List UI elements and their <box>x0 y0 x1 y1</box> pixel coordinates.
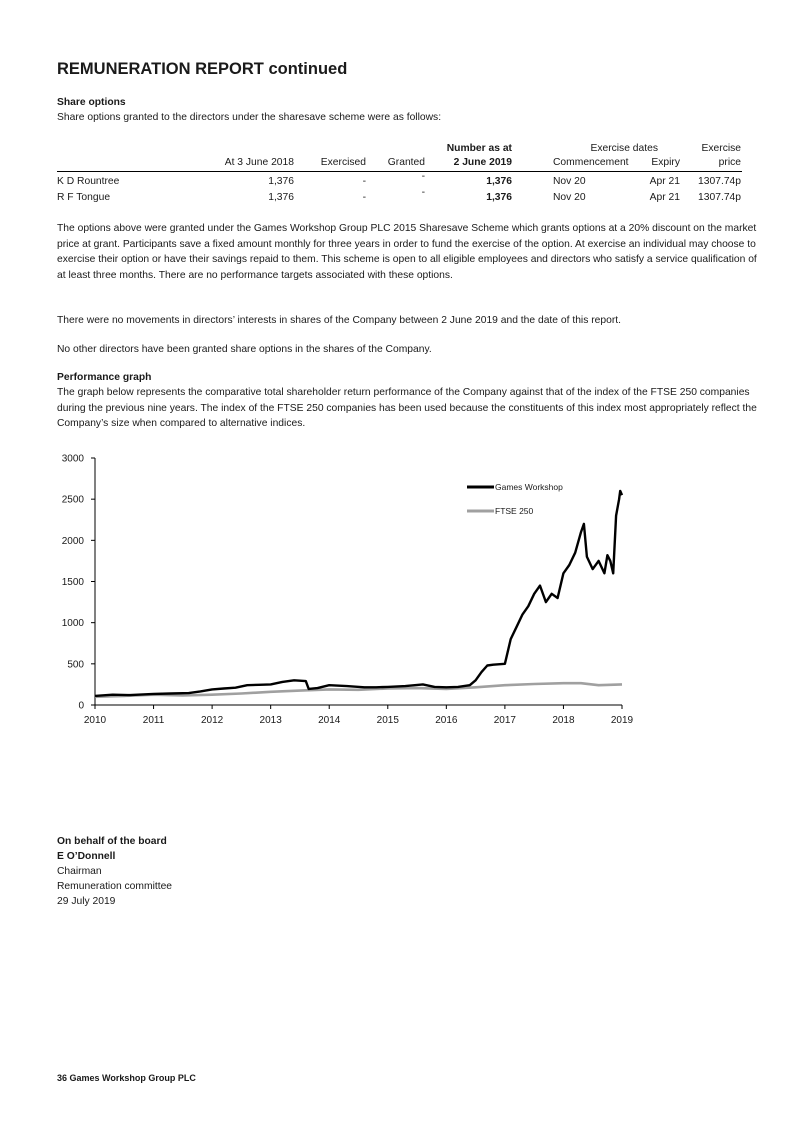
col-header-exercise-1: Exercise <box>701 143 741 154</box>
x-tick-label: 2015 <box>376 715 399 726</box>
row-expiry: Apr 21 <box>649 192 680 203</box>
x-tick-label: 2010 <box>83 715 107 726</box>
row-price: 1307.74p <box>698 192 741 203</box>
x-tick-label: 2016 <box>435 715 458 726</box>
x-tick-label: 2013 <box>259 715 282 726</box>
scheme-paragraph: The options above were granted under the Games Workshop Group PLC 2015 Sharesave Scheme which grants options at a 20% discount on the market price at grant. Participants save a fixed amount monthly for three years in order to fund the exercise of the option. At exercise an individual may choose to exercise their option or have their savings repaid to them. This scheme is open to all eligible employees and directors who satisfy a service qualification of at least three months. There are no performance targets associated with these options. <box>57 223 757 281</box>
col-header-granted: Granted <box>387 157 425 168</box>
col-header-commencement: Commencement <box>553 157 629 168</box>
row-name: K D Rountree <box>57 176 120 187</box>
x-tick-label: 2011 <box>142 715 165 726</box>
table-header-rule <box>57 171 742 172</box>
legend-label: Games Workshop <box>495 482 563 492</box>
row-at-start: 1,376 <box>268 192 294 203</box>
page-footer: 36 Games Workshop Group PLC <box>57 1073 196 1083</box>
share-options-table <box>0 0 800 215</box>
signatory-committee: Remuneration committee <box>57 881 173 892</box>
y-tick-label: 2000 <box>61 535 84 547</box>
row-granted: - <box>421 171 425 182</box>
signature-heading: On behalf of the board <box>57 836 167 847</box>
row-granted: - <box>421 187 425 198</box>
col-header-at-3-june: At 3 June 2018 <box>224 157 294 168</box>
col-header-number-2: 2 June 2019 <box>453 157 512 168</box>
row-number: 1,376 <box>486 176 512 187</box>
x-tick-label: 2017 <box>493 715 517 726</box>
col-header-expiry: Expiry <box>651 157 680 168</box>
row-name: R F Tongue <box>57 192 111 203</box>
row-exercised: - <box>362 176 366 187</box>
row-commencement: Nov 20 <box>553 192 586 203</box>
row-expiry: Apr 21 <box>649 176 680 187</box>
row-exercised: - <box>362 192 366 203</box>
performance-chart <box>0 440 800 730</box>
row-commencement: Nov 20 <box>553 176 586 187</box>
share-options-intro: Share options granted to the directors under the sharesave scheme were as follows: <box>57 112 442 123</box>
performance-paragraph: The graph below represents the comparative total shareholder return performance of the Company against that of the index of the FTSE 250 companies during the previous nine years. The index of the FTSE 250 companies has been used because the constituents of this index most appropriately reflect the Company’s size when compared to alternative indices. <box>57 387 757 429</box>
legend-label: FTSE 250 <box>495 506 534 516</box>
y-tick-label: 500 <box>67 659 84 671</box>
performance-heading: Performance graph <box>57 372 152 383</box>
y-tick-label: 2500 <box>61 494 84 506</box>
row-at-start: 1,376 <box>268 176 294 187</box>
chart-series <box>95 491 622 697</box>
col-header-exercise-2: price <box>718 157 741 168</box>
series-line-ftse-250 <box>95 683 622 697</box>
row-number: 1,376 <box>486 192 512 203</box>
chart-legend <box>467 482 563 516</box>
share-options-heading: Share options <box>57 97 126 108</box>
col-header-exercise-dates: Exercise dates <box>590 143 658 154</box>
x-tick-label: 2019 <box>610 715 634 726</box>
signature-date: 29 July 2019 <box>57 896 116 907</box>
y-tick-label: 0 <box>78 700 84 712</box>
movements-paragraph: There were no movements in directors’ interests in shares of the Company between 2 June 2019 and the date of this report. <box>57 315 621 326</box>
no-other-options-paragraph: No other directors have been granted share options in the shares of the Company. <box>57 344 432 355</box>
signatory-name: E O’Donnell <box>57 851 116 862</box>
row-price: 1307.74p <box>698 176 741 187</box>
y-tick-label: 1000 <box>61 618 84 630</box>
series-line-games-workshop <box>95 491 622 696</box>
x-tick-label: 2018 <box>552 715 575 726</box>
col-header-number-1: Number as at <box>446 143 512 154</box>
page-title: REMUNERATION REPORT continued <box>57 60 348 78</box>
x-tick-label: 2012 <box>200 715 224 726</box>
x-tick-label: 2014 <box>318 715 341 726</box>
y-tick-label: 1500 <box>61 577 84 588</box>
y-tick-label: 3000 <box>61 453 84 465</box>
col-header-exercised: Exercised <box>320 157 366 168</box>
signatory-role: Chairman <box>57 866 102 877</box>
